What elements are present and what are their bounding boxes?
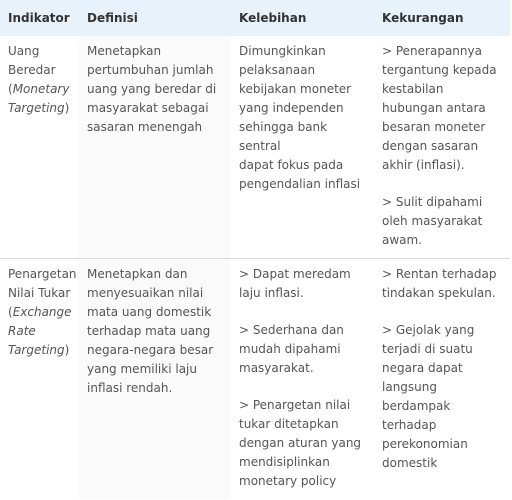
- kelebihan-item: > Dapat meredam laju inflasi.: [239, 267, 351, 300]
- cell-kelebihan: [231, 36, 374, 259]
- indikator-text: Uang Beredar (: [8, 44, 56, 96]
- table-row: [0, 36, 510, 259]
- indikator-italic: Exchange Rate Targeting: [8, 305, 72, 357]
- header-definisi: Definisi: [79, 0, 231, 36]
- indikator-text: Penargetan Nilai Tukar (: [8, 267, 77, 319]
- cell-indikator: [0, 259, 79, 500]
- table-row: [0, 259, 510, 500]
- definisi-text: Menetapkan pertumbuhan jumlah uang yang beredar di masyarakat sebagai sasaran menengah: [87, 44, 217, 134]
- definisi-text: Menetapkan dan menyesuaikan nilai mata uang domestik terhadap mata uang negara-negara besar yang memiliki laju inflasi rendah.: [87, 267, 214, 395]
- kekurangan-item: > Gejolak yang terjadi di suatu negara dapat langsung berdampak terhadap perekonomian domestik: [382, 323, 475, 470]
- header-indikator: Indikator: [0, 0, 79, 36]
- indikator-end: ): [64, 343, 70, 357]
- header-row: [0, 0, 510, 36]
- indikator-italic: Monetary Targeting: [8, 82, 70, 115]
- cell-definisi: [79, 36, 231, 259]
- kelebihan-item: > Penargetan nilai tukar ditetapkan dengan aturan yang mendisiplinkan monetary policy: [239, 398, 362, 488]
- cell-definisi: [79, 259, 231, 500]
- header-kekurangan: Kekurangan: [374, 0, 510, 36]
- header-kelebihan: Kelebihan: [231, 0, 374, 36]
- kekurangan-item: > Sulit dipahami oleh masyarakat awam.: [382, 195, 483, 247]
- cell-kelebihan: [231, 259, 374, 500]
- cell-kekurangan: [374, 259, 510, 500]
- cell-indikator: [0, 36, 79, 259]
- kekurangan-item: > Penerapannya tergantung kepada kestabilan hubungan antara besaran moneter dengan sasaran akhir (inflasi).: [382, 44, 497, 172]
- indikator-end: ): [64, 101, 70, 115]
- kelebihan-item: > Sederhana dan mudah dipahami masyarakat.: [239, 323, 344, 375]
- kelebihan-item: Dimungkinkan pelaksanaan kebijakan moneter yang independen sehingga bank sentral dapat fokus pada pengendalian inflasi: [239, 44, 361, 191]
- cell-kekurangan: [374, 36, 510, 259]
- kekurangan-item: > Rentan terhadap tindakan spekulan.: [382, 267, 497, 300]
